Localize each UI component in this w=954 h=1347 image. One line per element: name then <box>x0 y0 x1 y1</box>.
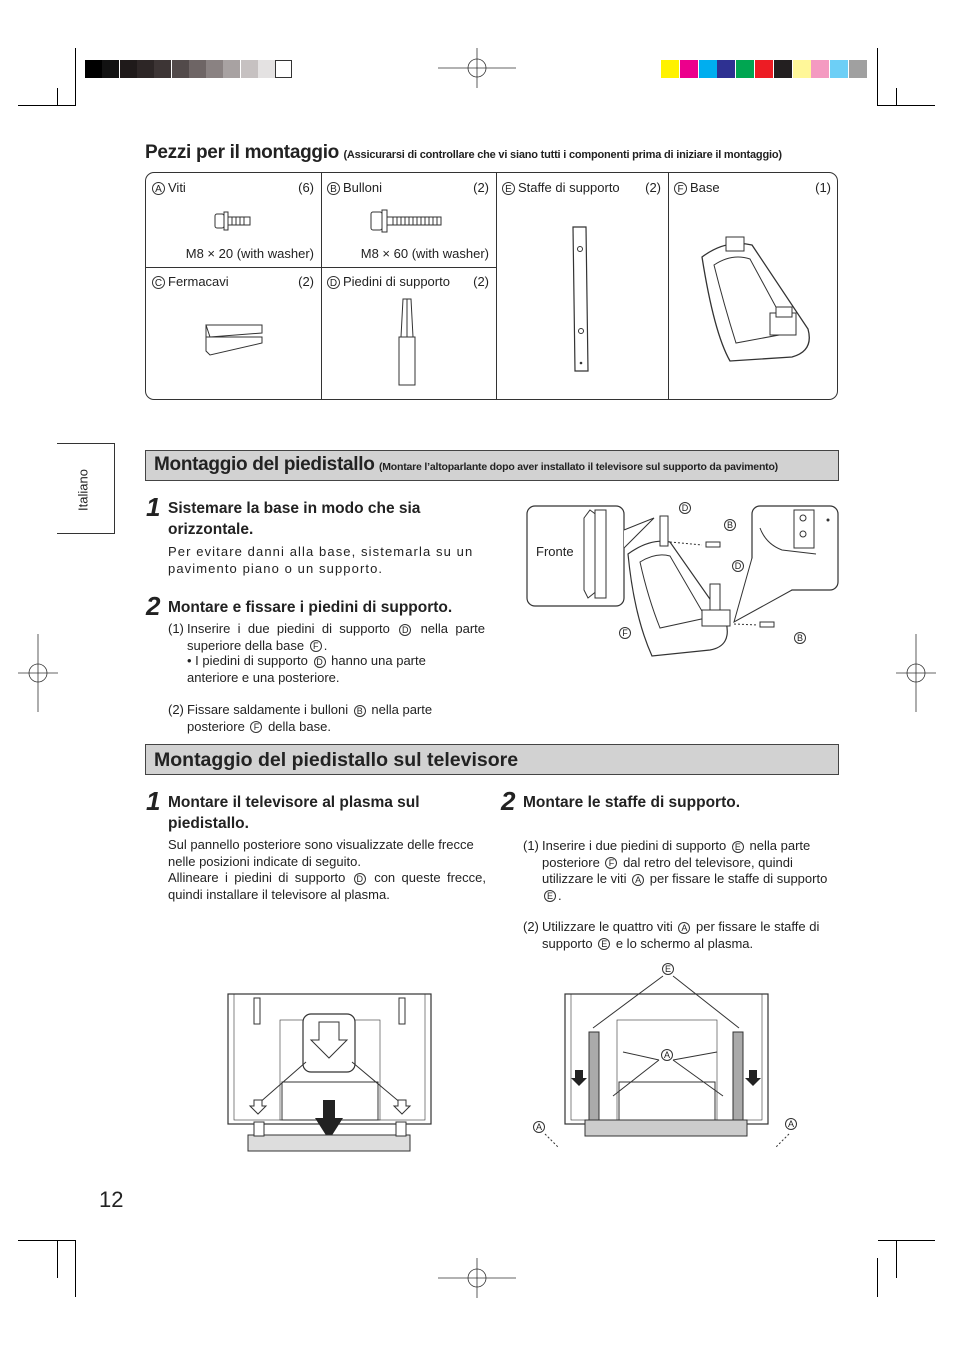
color-swatch <box>699 60 717 78</box>
page-number: 12 <box>99 1187 124 1212</box>
section1-bar <box>145 450 839 481</box>
part-cell-d: D Piedini di supporto (2) <box>321 267 496 400</box>
callout-f: F <box>619 627 631 639</box>
bracket-attach-figure <box>527 962 807 1154</box>
side-tab-label: Italiano <box>75 469 91 511</box>
part-cell-f: F Base (1) <box>668 173 838 400</box>
gray-swatch <box>102 60 119 78</box>
part-cell-e: E Staffe di supporto (2) <box>496 173 668 400</box>
s2-step2-title: Montare le staffe di supporto. <box>523 794 741 811</box>
s2-step1-title: Montare il televisore al plasma sul piedistallo. <box>168 794 420 832</box>
s2-step1-body: Sul pannello posteriore sono visualizzate delle frecce nelle posizioni indicate di seguito. Allineare i piedini di supporto D con queste frecce, quindi installare il televisore al plasma. <box>168 837 486 902</box>
color-swatch <box>774 60 792 78</box>
parts-note: (Assicurarsi di controllare che vi siano tutti i componenti prima di iniziare il montaggio) <box>343 149 782 161</box>
parts-title: Pezzi per il montaggio <box>145 142 339 163</box>
bolt-icon <box>369 209 445 233</box>
callout-b-bottom: B <box>794 632 806 644</box>
registration-target-left <box>18 634 58 712</box>
s2-step2-substep2: (2) Utilizzare le quattro viti A per fissare le staffe di supporto E e lo schermo al plasma. <box>523 919 820 951</box>
callout-d-top: D <box>679 502 691 514</box>
gray-swatch <box>154 60 171 78</box>
color-swatch <box>717 60 735 78</box>
side-tab <box>57 443 115 534</box>
color-swatch <box>849 60 867 78</box>
section2-title: Montaggio del piedistallo sul televisore <box>154 749 519 771</box>
color-swatch <box>811 60 829 78</box>
s1-step1-body: Per evitare danni alla base, sistemarla su un pavimento piano o un supporto. <box>168 544 474 576</box>
gray-swatch <box>189 60 206 78</box>
color-swatch <box>680 60 698 78</box>
part-cell-a: A Viti (6) M8 × 20 (with washer) <box>146 173 321 267</box>
color-swatch <box>830 60 848 78</box>
part-cell-b: B Bulloni (2) M8 × 60 (with washer) <box>321 173 496 267</box>
gray-swatch <box>120 60 137 78</box>
registration-target-right <box>896 634 936 712</box>
gray-swatch <box>223 60 240 78</box>
s1-step1-title: Sistemare la base in modo che sia orizzontale. <box>168 500 421 538</box>
s1-step1-number: 1 <box>146 492 161 522</box>
color-swatch <box>736 60 754 78</box>
gray-swatch <box>258 60 275 78</box>
support-foot-icon <box>397 297 419 387</box>
screw-icon <box>212 211 254 231</box>
callout-a-left: A <box>533 1121 545 1133</box>
registration-target-bottom <box>438 1258 518 1298</box>
callout-d-mid: D <box>732 560 744 572</box>
section2-bar <box>145 744 839 775</box>
tv-on-stand-figure <box>226 992 436 1154</box>
parts-table <box>145 172 838 400</box>
color-swatch <box>661 60 679 78</box>
s2-step2-substep1: (1) Inserire i due piedini di supporto E nella parte posteriore F dal retro del televisore, quindi utilizzare le viti A per fissare le staffe di supporto E . <box>523 838 828 903</box>
parts-heading <box>145 142 782 164</box>
gray-swatch <box>172 60 189 78</box>
cable-clamp-icon <box>202 321 266 359</box>
gray-swatch <box>241 60 258 78</box>
s1-step2-substep1: (1) Inserire i due piedini di supporto D nella parte superiore della base F . <box>168 621 485 653</box>
color-swatch <box>755 60 773 78</box>
bracket-icon <box>566 223 596 375</box>
callout-a-center: A <box>661 1049 673 1061</box>
gray-swatch <box>85 60 102 78</box>
fronte-label: Fronte <box>536 544 574 559</box>
callout-e: E <box>662 963 674 975</box>
callout-a-right: A <box>785 1118 797 1130</box>
s1-step2-substep2: (2) Fissare saldamente i bulloni B nella parte posteriore F della base. <box>168 702 433 734</box>
s1-step2-number: 2 <box>146 591 161 621</box>
base-icon <box>696 233 814 367</box>
s2-step2-number: 2 <box>501 786 516 816</box>
gray-swatch <box>275 60 292 78</box>
stand-assembly-figure <box>520 498 842 662</box>
s1-step2-title: Montare e fissare i piedini di supporto. <box>168 599 453 616</box>
registration-target-top <box>438 48 518 88</box>
part-cell-c: C Fermacavi (2) <box>146 267 321 400</box>
color-swatch <box>793 60 811 78</box>
s2-step1-number: 1 <box>146 786 161 816</box>
s1-step2-bullet: • I piedini di supporto D hanno una parte anteriore e una posteriore. <box>187 653 426 685</box>
section1-title: Montaggio del piedistallo <box>154 454 375 475</box>
gray-swatch <box>206 60 223 78</box>
gray-swatch <box>137 60 154 78</box>
callout-b-top: B <box>724 519 736 531</box>
section1-note: (Montare l’altoparlante dopo aver installato il televisore sul supporto da pavimento) <box>378 461 778 473</box>
